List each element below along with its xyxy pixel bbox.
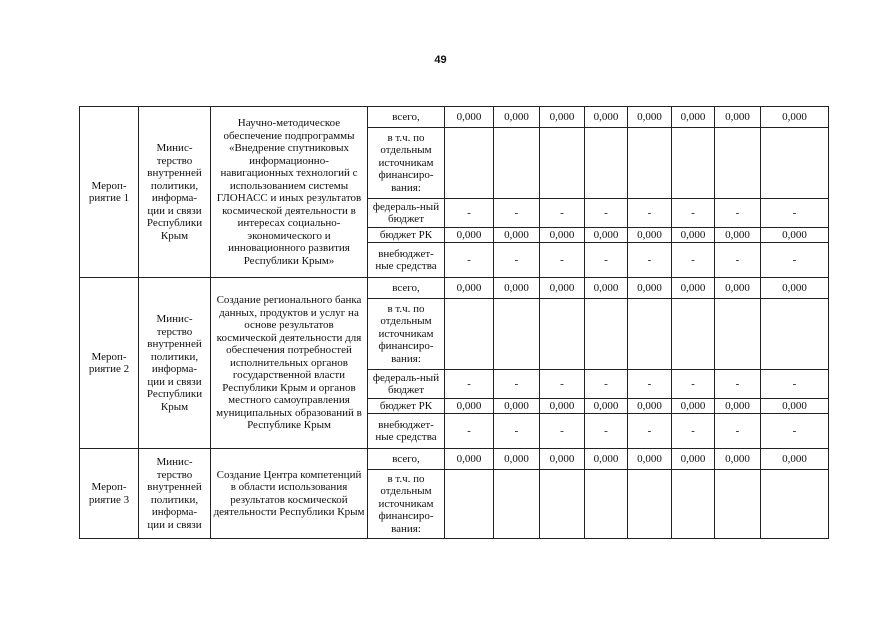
value-cell: - xyxy=(628,414,672,449)
value-cell: 0,000 xyxy=(715,107,761,128)
funding-table xyxy=(79,106,829,539)
value-cell xyxy=(445,128,494,199)
value-cell: - xyxy=(715,243,761,278)
value-cell: 0,000 xyxy=(540,228,585,243)
funding-table-body xyxy=(80,107,829,539)
value-cell: 0,000 xyxy=(761,449,829,470)
value-cell: 0,000 xyxy=(494,399,540,414)
value-cell: - xyxy=(628,243,672,278)
value-cell xyxy=(672,128,715,199)
value-cell: - xyxy=(672,370,715,399)
value-cell: - xyxy=(715,199,761,228)
value-cell xyxy=(715,470,761,539)
value-cell: - xyxy=(445,199,494,228)
value-cell: - xyxy=(445,414,494,449)
value-cell: - xyxy=(761,370,829,399)
event-name-cell: Научно-методическое обеспечение подпрограммы «Внедрение спутниковых информационно-навигационных технологий с использованием системы ГЛОНАСС и иных результатов космической деятельности в интересах социально-экономического и инновационного развития Республики Крым» xyxy=(211,107,368,278)
event-cell: Мероп- риятие 3 xyxy=(80,449,139,539)
value-cell xyxy=(628,128,672,199)
value-cell: 0,000 xyxy=(585,107,628,128)
executor-cell: Минис- терство внутренней политики, информа- ции и связи Республики Крым xyxy=(139,278,211,449)
value-cell xyxy=(715,299,761,370)
value-cell xyxy=(585,299,628,370)
value-cell: 0,000 xyxy=(672,228,715,243)
table-row xyxy=(80,107,829,128)
value-cell: - xyxy=(494,199,540,228)
value-cell: - xyxy=(494,414,540,449)
value-cell: 0,000 xyxy=(761,278,829,299)
value-cell: - xyxy=(540,243,585,278)
value-cell: - xyxy=(585,199,628,228)
value-cell: 0,000 xyxy=(761,107,829,128)
value-cell xyxy=(715,128,761,199)
value-cell xyxy=(761,470,829,539)
value-cell: - xyxy=(628,370,672,399)
value-cell xyxy=(672,299,715,370)
value-cell xyxy=(672,470,715,539)
value-cell: 0,000 xyxy=(445,449,494,470)
value-cell xyxy=(494,128,540,199)
value-cell: 0,000 xyxy=(540,449,585,470)
value-cell: 0,000 xyxy=(585,278,628,299)
value-cell: - xyxy=(672,414,715,449)
executor-cell: Минис- терство внутренней политики, информа- ции и связи xyxy=(139,449,211,539)
value-cell: 0,000 xyxy=(494,107,540,128)
value-cell: - xyxy=(494,370,540,399)
value-cell xyxy=(585,128,628,199)
value-cell: 0,000 xyxy=(445,107,494,128)
value-cell: 0,000 xyxy=(672,449,715,470)
value-cell: 0,000 xyxy=(628,278,672,299)
value-cell: 0,000 xyxy=(585,449,628,470)
value-cell xyxy=(540,470,585,539)
funding-source-cell: всего, xyxy=(368,449,445,470)
value-cell: - xyxy=(715,370,761,399)
value-cell: 0,000 xyxy=(715,399,761,414)
value-cell xyxy=(494,299,540,370)
value-cell xyxy=(585,470,628,539)
value-cell: 0,000 xyxy=(672,107,715,128)
value-cell xyxy=(761,299,829,370)
value-cell: 0,000 xyxy=(540,278,585,299)
event-name-cell: Создание Центра компетенций в области использования результатов космической деятельности Республики Крым xyxy=(211,449,368,539)
value-cell: - xyxy=(672,199,715,228)
value-cell xyxy=(445,299,494,370)
value-cell: - xyxy=(494,243,540,278)
value-cell: 0,000 xyxy=(445,228,494,243)
value-cell: - xyxy=(540,199,585,228)
event-name-cell: Создание регионального банка данных, продуктов и услуг на основе результатов космической деятельности для обеспечения потребностей исполнительных органов государственной власти Республики Крым и органов местного самоуправления муниципальных образований в Республике Крым xyxy=(211,278,368,449)
funding-source-cell: федераль-ный бюджет xyxy=(368,199,445,228)
value-cell: - xyxy=(761,243,829,278)
value-cell: 0,000 xyxy=(445,399,494,414)
value-cell: - xyxy=(585,243,628,278)
value-cell: - xyxy=(540,370,585,399)
funding-source-cell: бюджет РК xyxy=(368,399,445,414)
value-cell: - xyxy=(715,414,761,449)
value-cell: - xyxy=(761,414,829,449)
value-cell: 0,000 xyxy=(494,228,540,243)
value-cell: 0,000 xyxy=(761,228,829,243)
value-cell: - xyxy=(585,370,628,399)
funding-source-cell: всего, xyxy=(368,107,445,128)
funding-source-cell: в т.ч. по отдельным источникам финансиро-вания: xyxy=(368,128,445,199)
value-cell: - xyxy=(445,370,494,399)
value-cell: 0,000 xyxy=(628,107,672,128)
funding-source-cell: в т.ч. по отдельным источникам финансиро-вания: xyxy=(368,470,445,539)
value-cell xyxy=(540,128,585,199)
value-cell: 0,000 xyxy=(715,449,761,470)
value-cell: 0,000 xyxy=(628,228,672,243)
funding-source-cell: федераль-ный бюджет xyxy=(368,370,445,399)
funding-source-cell: всего, xyxy=(368,278,445,299)
value-cell: 0,000 xyxy=(585,399,628,414)
funding-source-cell: внебюджет-ные средства xyxy=(368,243,445,278)
funding-source-cell: в т.ч. по отдельным источникам финансиро-вания: xyxy=(368,299,445,370)
value-cell: 0,000 xyxy=(540,107,585,128)
value-cell: - xyxy=(672,243,715,278)
value-cell: - xyxy=(445,243,494,278)
table-row xyxy=(80,278,829,299)
event-cell: Мероп- риятие 2 xyxy=(80,278,139,449)
value-cell xyxy=(445,470,494,539)
value-cell: 0,000 xyxy=(628,399,672,414)
table-row xyxy=(80,449,829,470)
value-cell: 0,000 xyxy=(494,449,540,470)
event-cell: Мероп- риятие 1 xyxy=(80,107,139,278)
value-cell: 0,000 xyxy=(628,449,672,470)
value-cell: - xyxy=(585,414,628,449)
value-cell xyxy=(628,470,672,539)
value-cell: 0,000 xyxy=(445,278,494,299)
value-cell: 0,000 xyxy=(715,228,761,243)
executor-cell: Минис- терство внутренней политики, информа- ции и связи Республики Крым xyxy=(139,107,211,278)
funding-source-cell: бюджет РК xyxy=(368,228,445,243)
value-cell xyxy=(761,128,829,199)
value-cell: - xyxy=(540,414,585,449)
value-cell: 0,000 xyxy=(494,278,540,299)
value-cell: 0,000 xyxy=(540,399,585,414)
page-number: 49 xyxy=(434,54,447,66)
value-cell xyxy=(540,299,585,370)
funding-source-cell: внебюджет-ные средства xyxy=(368,414,445,449)
value-cell: - xyxy=(761,199,829,228)
value-cell xyxy=(494,470,540,539)
value-cell: 0,000 xyxy=(761,399,829,414)
value-cell: 0,000 xyxy=(672,278,715,299)
value-cell: 0,000 xyxy=(715,278,761,299)
value-cell xyxy=(628,299,672,370)
value-cell: 0,000 xyxy=(585,228,628,243)
value-cell: 0,000 xyxy=(672,399,715,414)
value-cell: - xyxy=(628,199,672,228)
